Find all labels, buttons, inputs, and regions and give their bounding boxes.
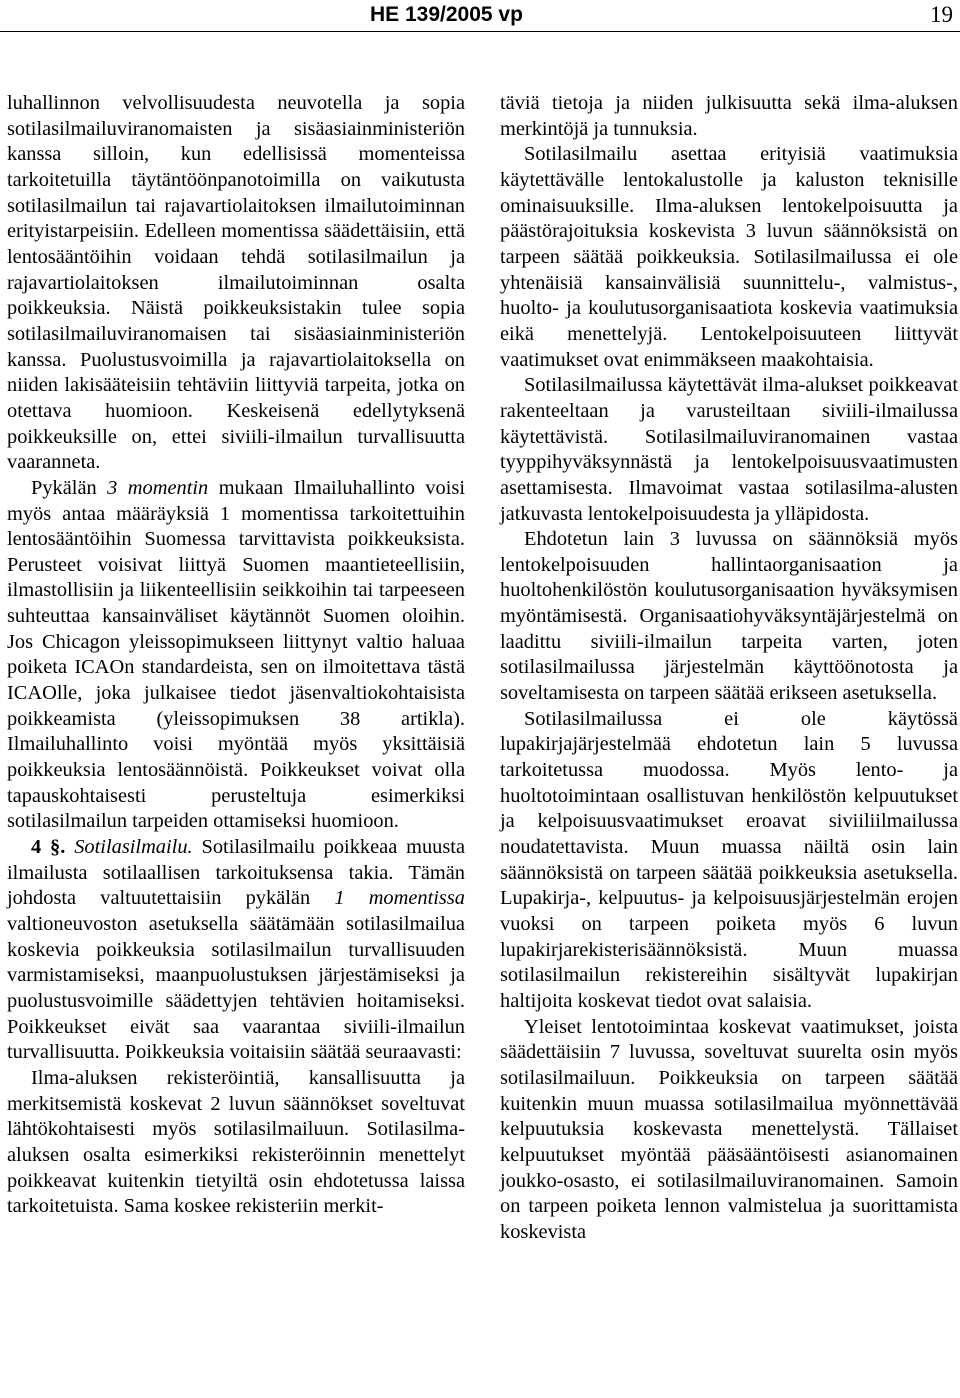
paragraph: täviä tietoja ja niiden julkisuutta sekä ilma-aluksen merkintöjä ja tunnuksia. <box>500 92 958 140</box>
paragraph: Sotilasilmailu asettaa erityisiä vaatimuksia käytettävälle lentokalustolle ja kaluston teknisille ominaisuuksille. Ilma-aluksen lentokelpoisuutta ja päästörajoituksia koskevista 3 luvun säännöksistä on tarpeen säätää poikkeuksia. Sotilasilmailussa ei ole yhtenäisiä kansainvälisiä suunnittelu-, valmistus-, huolto- ja koulutusorganisaatiota koskevia vaatimuksia eikä menettelyjä. Lentokelpoisuuteen liittyvät vaatimukset ovat enimmäkseen maakohtaisia. <box>500 143 958 371</box>
section-number: 4 §. <box>31 836 66 859</box>
italic-reference: 1 momentissa <box>334 887 465 910</box>
paragraph <box>7 476 465 835</box>
paragraph: Sotilasilmailussa ei ole käytössä lupakirjajärjestelmää ehdotetun lain 5 luvussa tarkoitetussa muodossa. Myös lento- ja huoltotoimintaan osallistuvan henkilöstön kelpuutukset ja kelpoisuusvaatimukset eroavat siviiliilmailussa noudatettavista. Muun muassa näiltä osin lain säännöksistä on tarpeen säätää poikkeuksia asetuksella. Lupakirja-, kelpuutus- ja kelpoisuusjärjestelmän erojen vuoksi on tarpeen poiketa myös 6 luvun lupakirjarekisterisäännöksistä. Muun muassa sotilasilmailun rekistereihin sisältyvät lupakirjan haltijoita koskevat tiedot ovat salaisia. <box>500 707 958 1012</box>
text-run: valtioneuvoston asetuksella säätämään sotilasilmailua koskevia poikkeuksia sotilasilmailun turvallisuuden varmistamiseksi, maanpuolustuksen järjestämiseksi ja puolustusvoimille säädettyjen tehtävien hoitamiseksi. Poikkeukset eivät saa vaarantaa siviili-ilmailun turvallisuutta. Poikkeuksia voitaisiin säätää seuraavasti: <box>7 913 465 1064</box>
paragraph: Sotilasilmailussa käytettävät ilma-alukset poikkeavat rakenteeltaan ja varusteiltaan siviili-ilmailussa käytettävistä. Sotilasilmailuviranomainen vastaa tyyppihyväksynnästä ja lentokelpoisuusvaatimusten asettamisesta. Ilmavoimat vastaa sotilasilma-alusten jatkuvasta lentokelpoisuudesta ja ylläpidosta. <box>500 374 958 525</box>
italic-reference: 3 momentin <box>107 476 209 499</box>
text-run: Pykälän <box>31 476 108 499</box>
paragraph: luhallinnon velvollisuudesta neuvotella ja sopia sotilasilmailuviranomaisten ja sisäasiainministeriön kanssa silloin, kun edellisissä momenteissa tarkoitetuilla täytäntöönpanotoimilla on vaikutusta sotilasilmailun tai rajavartiolaitoksen ilmailutoiminnan erityistarpeisiin. Edelleen momentissa säädettäisiin, että lentosääntöihin voidaan tehdä sotilasilmailun ja rajavartiolaitoksen ilmailutoiminnan osalta poikkeuksia. Näistä poikkeuksistakin tulee sopia sotilasilmailuviranomaisen tai sisäasiainministeriön kanssa. Puolustusvoimilla ja rajavartiolaitoksella on niiden lakisääteisiin tehtäviin liittyviä tarpeita, jotka on otettava huomioon. Keskeisenä edellytyksenä poikkeuksille on, ettei siviili-ilmailun turvallisuutta vaaranneta. <box>7 92 465 474</box>
text-run: Sotilasilmailu poikkeaa muusta ilmailusta sotilaallisen tarkoituksensa takia. Tämän johdosta valtuutettaisiin pykälän <box>7 836 466 910</box>
section-title: Sotilasilmailu. <box>74 836 193 859</box>
paragraph: Ehdotetun lain 3 luvussa on säännöksiä myös lentokelpoisuuden hallintaorganisaation ja huoltohenkilöstön koulutusorganisaation hyväksymisen myöntämisestä. Organisaatiohyväksyntäjärjestelmä on laadittu siviili-ilmailun tarpeita varten, joten sotilasilmailussa järjestelmän käyttöönotosta ja soveltamisesta on tarpeen säätää erikseen asetuksella. <box>500 528 958 705</box>
section-paragraph <box>7 835 465 1066</box>
left-column <box>7 91 465 1220</box>
page-number: 19 <box>930 2 953 27</box>
header-rule <box>0 31 960 32</box>
text-run: mukaan Ilmailuhallinto voisi myös antaa määräyksiä 1 momentissa tarkoitettuihin lentosääntöihin Suomessa tarvittavista poikkeuksista. Perusteet voisivat liittyä Suomen maantieteellisiin, ilmastollisiin ja liikenteellisiin seikkoihin tai tarpeeseen suhteuttaa kansainväliset käytännöt Suomen oloihin. Jos Chicagon yleissopimukseen liittynyt valtio haluaa poiketa ICAOn standardeista, sen on ilmoitettava tästä ICAOlle, joka julkaisee tiedot jäsenvaltiokohtaisista poikkeamista (yleissopimuksen 38 artikla). Ilmailuhallinto voisi myöntää myös yksittäisiä poikkeuksia lentosäännöistä. Poikkeukset voivat olla tapauskohtaisesti perusteltuja esimerkiksi sotilasilmailun tarpeiden ottamiseksi huomioon. <box>7 476 465 833</box>
paragraph: Yleiset lentotoimintaa koskevat vaatimukset, joista säädettäisiin 7 luvussa, soveltuvat suurelta osin myös sotilasilmailuun. Poikkeuksia on tarpeen säätää kuitenkin muun muassa sotilasilmailua myönnettävää kelpuutuksia koskevasta menettelystä. Tällaiset kelpuutukset myöntää pääsääntöisesti asianomainen joukko-osasto, ei sotilasilmailuviranomainen. Samoin on tarpeen poiketa lennon valmistelua ja suorittamista koskevista <box>500 1015 958 1243</box>
document-id: HE 139/2005 vp <box>370 3 523 26</box>
page-header <box>0 0 960 34</box>
paragraph: Ilma-aluksen rekisteröintiä, kansallisuutta ja merkitsemistä koskevat 2 luvun säännökset soveltuvat lähtökohtaisesti myös sotilasilmailuun. Sotilasilma-aluksen osalta esimerkiksi rekisteröinnin menettelyt poikkeavat kuitenkin tietyiltä osin ehdotetussa laissa tarkoitetuista. Sama koskee rekisteriin merkit- <box>7 1066 465 1218</box>
right-column <box>500 91 958 1246</box>
